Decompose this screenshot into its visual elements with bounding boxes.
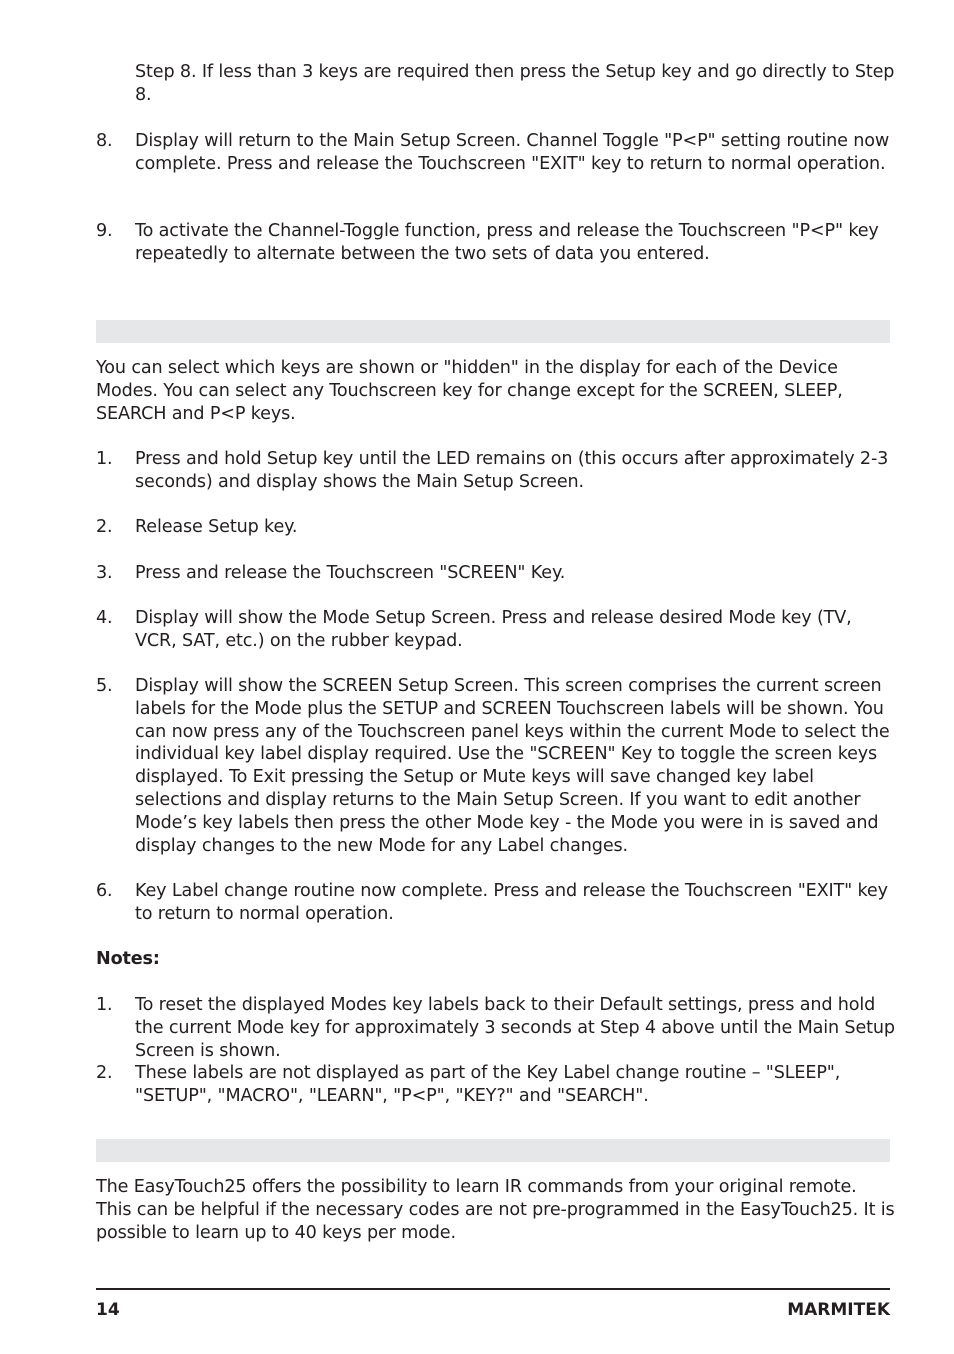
list-text: To activate the Channel-Toggle function, press and release the Touchscreen "P<P" key repeatedly to alternate between the two sets of data you entered. xyxy=(135,221,879,264)
list-text: Press and hold Setup key until the LED remains on (this occurs after approximately 2-3 seconds) and display shows the Main Setup Screen. xyxy=(135,449,889,492)
list-number: 1. xyxy=(96,995,113,1015)
list-text: These labels are not displayed as part of the Key Label change routine – "SLEEP", "SETUP", "MACRO", "LEARN", "P<P", "KEY?" and "SEARCH". xyxy=(135,1063,841,1106)
list-number: 8. xyxy=(96,131,113,151)
section-header-band xyxy=(96,320,890,343)
list-number: 4. xyxy=(96,608,113,628)
learning-intro: The EasyTouch25 offers the possibility to learn IR commands from your original remote. This can be helpful if the necessary codes are not pre-programmed in the EasyTouch25. It is possible to learn up to 40 keys per mode. xyxy=(96,1177,895,1243)
section-header-band xyxy=(96,1139,890,1162)
list-number: 2. xyxy=(96,1063,113,1083)
list-number: 1. xyxy=(96,449,113,469)
list-number: 9. xyxy=(96,221,113,241)
step-8-note: Step 8. If less than 3 keys are required then press the Setup key and go directly to Step 8. xyxy=(135,62,895,105)
list-number: 2. xyxy=(96,517,113,537)
list-text: To reset the displayed Modes key labels back to their Default settings, press and hold the current Mode key for approximately 3 seconds at Step 4 above until the Main Setup Screen is shown. xyxy=(135,995,895,1061)
list-text: Key Label change routine now complete. Press and release the Touchscreen "EXIT" key to return to normal operation. xyxy=(135,881,888,924)
key-label-intro: You can select which keys are shown or "hidden" in the display for each of the Device Modes. You can select any Touchscreen key for change except for the SCREEN, SLEEP, SEARCH and P<P keys. xyxy=(96,358,843,424)
list-text: Display will show the Mode Setup Screen. Press and release desired Mode key (TV, VCR, SAT, etc.) on the rubber keypad. xyxy=(135,608,852,651)
notes-heading: Notes: xyxy=(96,949,160,969)
brand-name: MARMITEK xyxy=(787,1300,890,1320)
list-number: 3. xyxy=(96,563,113,583)
list-text: Release Setup key. xyxy=(135,517,298,537)
list-text: Display will show the SCREEN Setup Screen. This screen comprises the current screen labels for the Mode plus the SETUP and SCREEN Touchscreen labels will be shown. You can now press any of the Touchscreen panel keys within the current Mode to select the individual key label display required. Use the "SCREEN" Key to toggle the screen keys displayed. To Exit pressing the Setup or Mute keys will save changed key label selections and display returns to the Main Setup Screen. If you want to edit another Mode’s key labels then press the other Mode key - the Mode you were in is saved and display changes to the new Mode for any Label changes. xyxy=(135,676,890,856)
list-number: 6. xyxy=(96,881,113,901)
list-number: 5. xyxy=(96,676,113,696)
page-number: 14 xyxy=(96,1300,120,1320)
list-text: Display will return to the Main Setup Screen. Channel Toggle "P<P" setting routine now complete. Press and release the Touchscreen "EXIT" key to return to normal operation. xyxy=(135,131,890,174)
list-text: Press and release the Touchscreen "SCREEN" Key. xyxy=(135,563,566,583)
footer-rule xyxy=(96,1288,890,1290)
